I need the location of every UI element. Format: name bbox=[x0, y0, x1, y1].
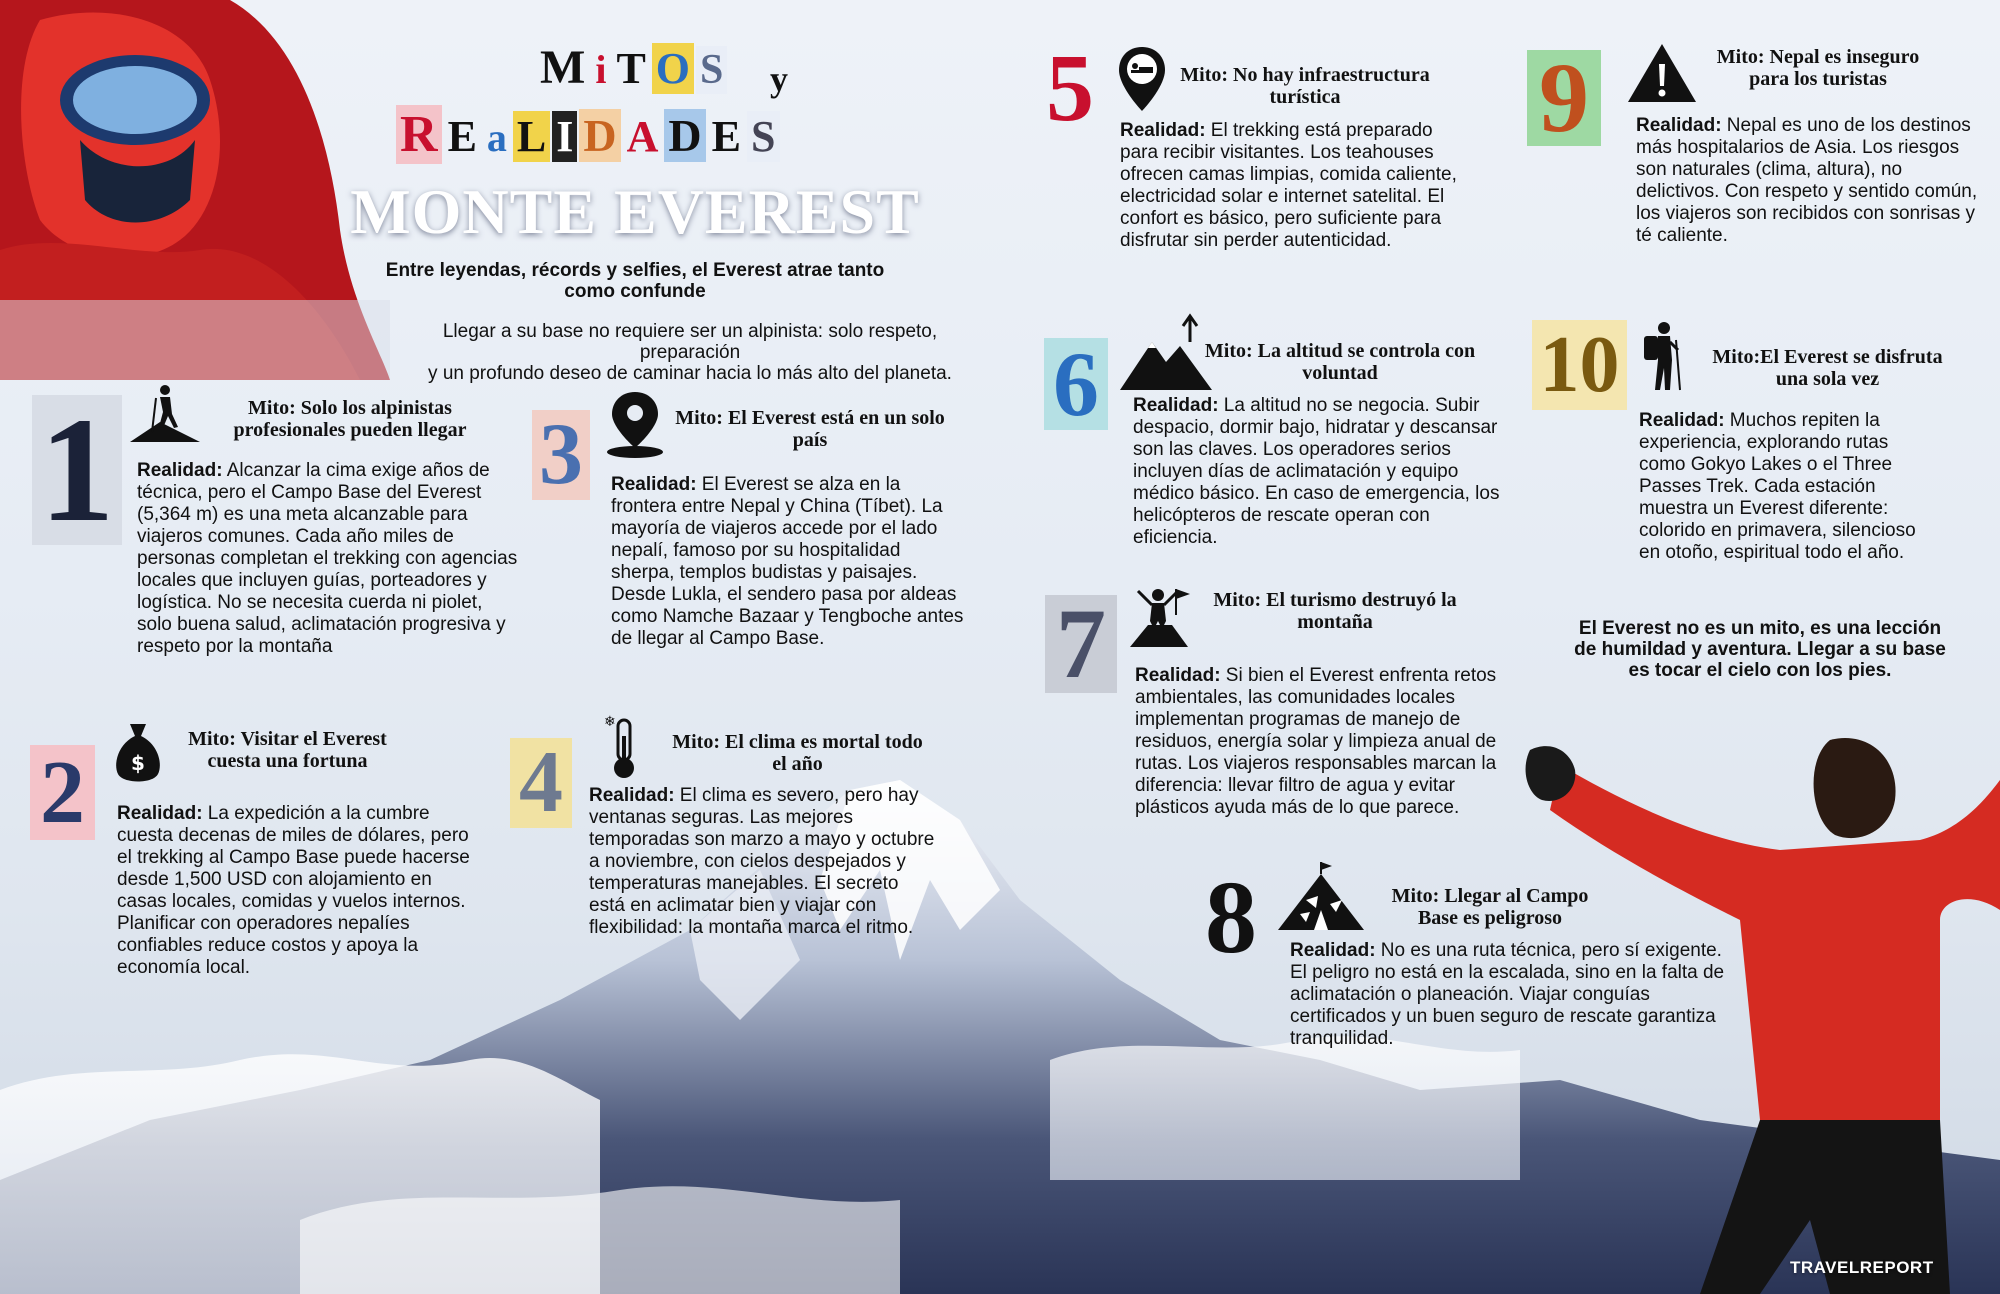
realidad-label-7: Realidad: bbox=[1135, 665, 1221, 686]
realidad-10 bbox=[1639, 410, 1939, 564]
climber-photo bbox=[0, 0, 390, 380]
hiker-summit-icon bbox=[130, 382, 200, 442]
realidad-label-5: Realidad: bbox=[1120, 120, 1206, 141]
warning-icon bbox=[1626, 40, 1698, 104]
realidad-text-1: Alcanzar la cima exige años de técnica, pero el Campo Base del Everest (5,364 m) es una meta alcanzable para viajeros comunes. Cada año miles de personas completan el trekking con agencias locales que incluyen guías, porteadores y logística. No se necesita cuerda ni piolet, solo buena salud, aclimatación progresiva y respeto por la montaña bbox=[137, 460, 518, 657]
trekker-icon bbox=[1640, 320, 1684, 392]
number-8: 8 bbox=[1205, 860, 1257, 975]
mito-6: Mito: La altitud se controla con voluntad bbox=[1204, 340, 1476, 384]
mito-5: Mito: No hay infraestructura turística bbox=[1180, 64, 1430, 108]
tent-camp-icon bbox=[1276, 860, 1366, 935]
hotel-pin-icon bbox=[1115, 45, 1169, 115]
realidad-label-8: Realidad: bbox=[1290, 940, 1376, 961]
number-9: 9 bbox=[1527, 50, 1601, 146]
location-pin-icon bbox=[604, 390, 666, 460]
realidad-5 bbox=[1120, 120, 1460, 252]
realidad-4 bbox=[589, 785, 939, 939]
mito-8: Mito: Llegar al Campo Base es peligroso bbox=[1391, 885, 1589, 929]
mito-1: Mito: Solo los alpinistas profesionales pueden llegar bbox=[233, 397, 467, 441]
svg-text:❄: ❄ bbox=[604, 714, 616, 730]
realidad-label-4: Realidad: bbox=[589, 785, 675, 806]
title-everest: MONTE EVEREST bbox=[350, 176, 920, 247]
number-3: 3 bbox=[532, 410, 590, 500]
realidad-8 bbox=[1290, 940, 1740, 1050]
thermometer-icon bbox=[598, 712, 644, 780]
realidad-text-10: Muchos repiten la experiencia, explorando rutas como Gokyo Lakes o el Three Passes Trek. Cada estación muestra un Everest diferente: colorido en primavera, silencioso en otoño, espiritual todo el año. bbox=[1639, 410, 1916, 563]
title-line1: M i T O S bbox=[535, 40, 835, 100]
number-1: 1 bbox=[32, 395, 122, 545]
realidad-2 bbox=[117, 803, 477, 979]
realidad-text-2: La expedición a la cumbre cuesta decenas de miles de dólares, pero el trekking al Campo Base puede hacerse desde 1,500 USD con alojamiento en casas locales, comidas y vuelos internos. Planificar con operadores nepalíes confiables reduce costos y apoya la economía local. bbox=[117, 803, 470, 978]
mito-4: Mito: El clima es mortal todo el año bbox=[672, 731, 923, 775]
realidad-text-6: La altitud no se negocia. Subir despacio, dormir bajo, hidratar y descansar son las claves. Los operadores serios incluyen días de aclimatación y equipo médico básico. En caso de emergencia, los helicópteros de rescate operan con eficiencia. bbox=[1133, 395, 1500, 548]
realidad-label-2: Realidad: bbox=[117, 803, 203, 824]
intro-text: Llegar a su base no requiere ser un alpinista: solo respeto, preparación y un profundo deseo de caminar hacia lo más alto del planeta. bbox=[428, 321, 952, 384]
realidad-7 bbox=[1135, 665, 1510, 819]
intro-lead: Entre leyendas, récords y selfies, el Everest atrae tanto como confunde bbox=[385, 260, 885, 302]
mito-10: Mito:El Everest se disfruta una sola vez bbox=[1712, 346, 1943, 390]
realidad-6 bbox=[1133, 395, 1503, 549]
realidad-text-5: El trekking está preparado para recibir visitantes. Los teahouses ofrecen camas limpias, comida caliente, electricidad solar e internet satelital. El confort es básico, pero suficiente para disfrutar sin perder autenticidad. bbox=[1120, 120, 1457, 251]
realidad-text-4: El clima es severo, pero hay ventanas seguras. Las mejores temporadas son marzo a mayo y octubre a noviembre, con cielos despejados y temperaturas manejables. El secreto está en aclimatar bien y viajar con flexibilidad: la montaña marca el ritmo. bbox=[589, 785, 935, 938]
realidad-label-10: Realidad: bbox=[1639, 410, 1725, 431]
realidad-1 bbox=[137, 460, 522, 658]
title-line2: R E a L I D A D E S bbox=[395, 105, 915, 175]
realidad-text-3: El Everest se alza en la frontera entre Nepal y China (Tíbet). La mayoría de viajeros accede por el lado nepalí, famoso por su hospitalidad sherpa, templos budistas y paisajes. Desde Lukla, el sendero pasa por aldeas como Namche Bazaar y Tengboche antes de llegar al Campo Base. bbox=[611, 474, 964, 649]
number-5: 5 bbox=[1046, 34, 1094, 141]
realidad-label-3: Realidad: bbox=[611, 474, 697, 495]
number-4: 4 bbox=[510, 738, 572, 828]
number-10: 10 bbox=[1532, 320, 1627, 410]
realidad-label-1: Realidad: bbox=[137, 460, 223, 481]
number-7: 7 bbox=[1045, 595, 1117, 693]
realidad-text-9: Nepal es uno de los destinos más hospitalarios de Asia. Los riesgos son naturales (clima, altura), no delictivos. Con respeto y sentido común, los viajeros son recibidos con sonrisas y té caliente. bbox=[1636, 115, 1978, 246]
mito-3: Mito: El Everest está en un solo país bbox=[675, 407, 945, 451]
brand-logo: TRAVELREPORT bbox=[1790, 1258, 1934, 1277]
title-y: y bbox=[770, 59, 788, 99]
summit-flag-icon bbox=[1128, 585, 1192, 647]
realidad-label-6: Realidad: bbox=[1133, 395, 1219, 416]
realidad-label-9: Realidad: bbox=[1636, 115, 1722, 136]
realidad-9 bbox=[1636, 115, 1986, 247]
realidad-3 bbox=[611, 474, 966, 650]
number-2: 2 bbox=[30, 745, 95, 840]
mito-7: Mito: El turismo destruyó la montaña bbox=[1213, 589, 1457, 633]
mito-9: Mito: Nepal es inseguro para los turistas bbox=[1716, 46, 1920, 90]
closing-message: El Everest no es un mito, es una lección de humildad y aventura. Llegar a su base es tocar el cielo con los pies. bbox=[1574, 618, 1946, 681]
realidad-text-8: No es una ruta técnica, pero sí exigente. El peligro no está en la escalada, sino en la falta de aclimatación o planeación. Viajar conguías certificados y un buen seguro de rescate garantiza tranquilidad. bbox=[1290, 940, 1725, 1049]
number-6: 6 bbox=[1044, 338, 1108, 430]
money-bag-icon bbox=[113, 722, 163, 784]
realidad-text-7: Si bien el Everest enfrenta retos ambientales, las comunidades locales implementan programas de manejo de residuos, energía solar y limpieza anual de rutas. Los viajeros responsables marcan la diferencia: llevar filtro de agua y evitar plásticos ayuda más de lo que parece. bbox=[1135, 665, 1497, 818]
mito-2: Mito: Visitar el Everest cuesta una fortuna bbox=[188, 728, 387, 772]
svg-text:$: $ bbox=[131, 751, 145, 775]
